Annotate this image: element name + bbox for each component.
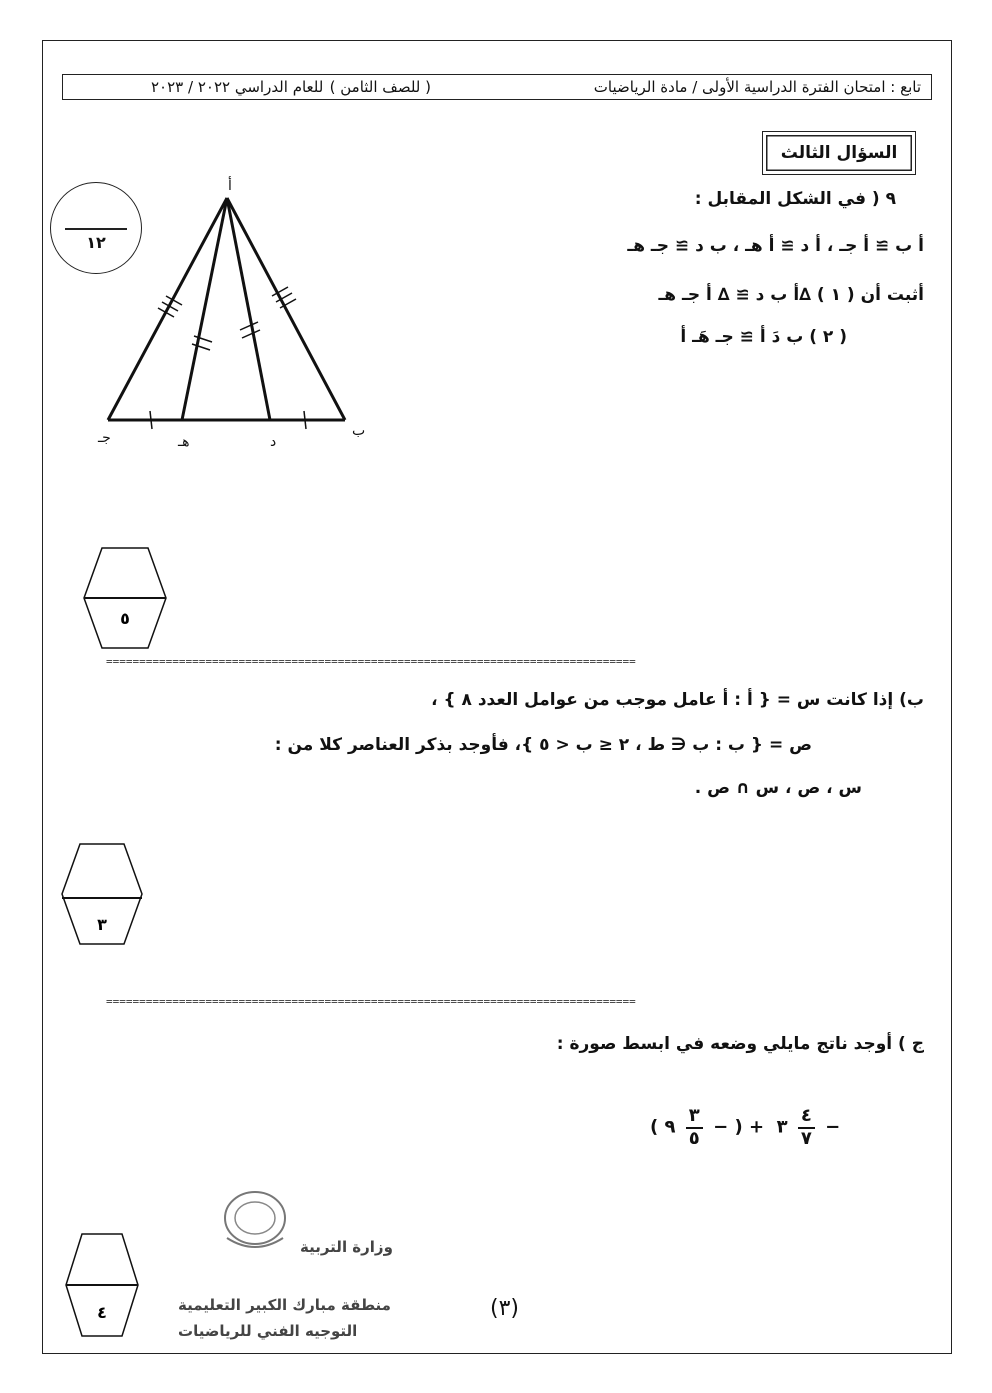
part-a-score: ٥ <box>120 609 130 628</box>
question-title: السؤال الثالث <box>762 131 916 175</box>
part-c-line-1: ج ) أوجد ناتج مايلي وضعه في ابسط صورة : <box>556 1034 924 1054</box>
frac2-denominator: ٧ <box>800 1127 812 1149</box>
stamp-ministry: وزارة التربية <box>300 1238 393 1256</box>
separator-2: ================================================================================ <box>106 995 636 1008</box>
page-number: (٣) <box>490 1296 520 1321</box>
side-aj <box>108 198 227 420</box>
total-score: ١٢ <box>86 233 106 252</box>
header-exam-title: تابع : امتحان الفترة الدراسية الأولى / مادة الرياضيات <box>593 78 921 96</box>
stamp-region: منطقة مبارك الكبير التعليمية <box>178 1296 391 1314</box>
exam-header <box>62 74 932 100</box>
part-a-intro-text: ( في الشكل المقابل : <box>694 189 880 209</box>
part-b-line-1: ب) إذا كانت س = { أ : أ عامل موجب من عوامل العدد ٨ } ، <box>431 690 924 710</box>
part-a-intro <box>695 189 896 209</box>
label-a: أ <box>228 178 232 194</box>
part-b-line-2: ص = { ب : ب ∈ ط ، ٢ ≤ ب < ٥ }، فأوجد بذكر العناصر كلا من : <box>274 735 812 755</box>
expr-minus-1: − <box>713 1116 729 1138</box>
part-c-expression <box>650 1106 840 1149</box>
tick-db <box>304 411 306 429</box>
part-c-score-box <box>64 1232 140 1338</box>
tick-ah-2 <box>192 344 210 350</box>
triangle-figure <box>90 170 380 460</box>
tick-ad-2 <box>242 330 260 338</box>
header-year: للعام الدراسي ٢٠٢٢ / ٢٠٢٣ <box>151 78 324 96</box>
part-c-score: ٤ <box>97 1303 107 1322</box>
expr-plus: + <box>748 1116 765 1138</box>
segment-ad <box>227 198 270 420</box>
side-ab <box>227 198 345 420</box>
expr-integer-2: ٣ <box>776 1116 788 1138</box>
expr-integer-1: ٩ <box>664 1116 676 1138</box>
ministry-emblem-icon <box>215 1186 295 1256</box>
stamp-department: التوجيه الفني للرياضيات <box>178 1322 358 1340</box>
part-a-prove-1: أثبت أن ( ١ ) ∆أ ب د ≅ ∆ أ جـ هـ <box>658 285 924 305</box>
expr-minus-2: − <box>825 1116 841 1138</box>
separator-1: ================================================================================ <box>106 655 636 668</box>
part-a-prove-2: ( ٢ ) ب دَ أ ≅ جـ هَـ أ <box>680 327 847 347</box>
header-grade: ( للصف الثامن ) <box>329 78 431 96</box>
label-d: د <box>270 434 277 450</box>
part-b-score-box <box>60 842 144 946</box>
fraction-3-5 <box>686 1106 703 1149</box>
frac2-numerator: ٤ <box>798 1106 815 1129</box>
segment-ah <box>182 198 227 420</box>
part-a-given: أ ب ≅ أ جـ ، أ د ≅ أ هـ ، ب د ≅ جـ هـ <box>627 236 924 256</box>
part-a-mark: ٩ <box>885 189 896 209</box>
part-b-line-3: س ، ص ، س ∩ ص . <box>694 778 862 798</box>
part-b-score: ٣ <box>97 915 107 934</box>
tick-jh <box>150 411 152 429</box>
expr-open-paren: ( <box>650 1116 659 1138</box>
part-a-score-box <box>82 546 168 650</box>
label-b: ب <box>352 423 366 439</box>
tick-ad-1 <box>240 322 258 330</box>
label-h: هـ <box>178 434 190 450</box>
frac1-numerator: ٣ <box>686 1106 703 1129</box>
expr-close-paren: ) <box>734 1116 743 1138</box>
label-j: جـ <box>98 430 111 446</box>
fraction-4-7 <box>798 1106 815 1149</box>
frac1-denominator: ٥ <box>688 1127 700 1149</box>
